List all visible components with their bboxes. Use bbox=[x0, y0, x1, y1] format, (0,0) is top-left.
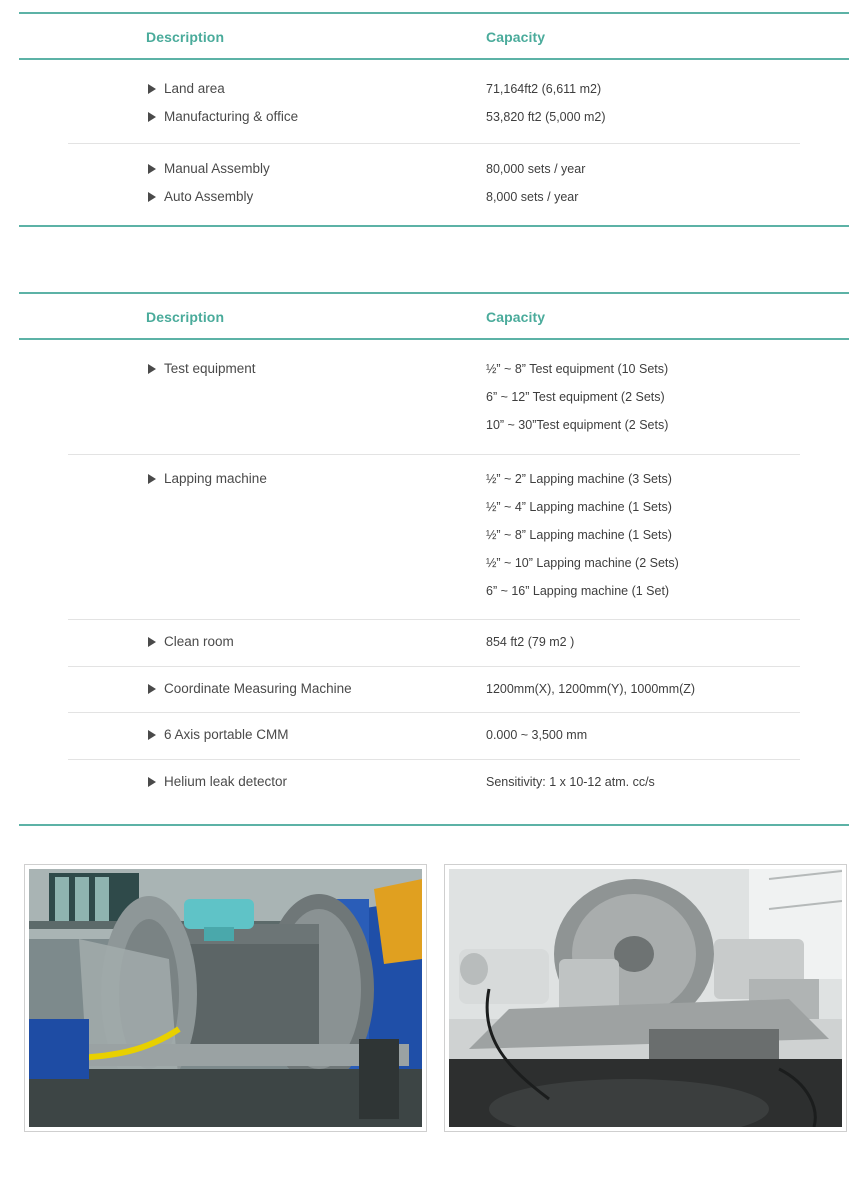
table-bottom-rule bbox=[19, 225, 849, 227]
bullet-triangle-icon bbox=[148, 777, 156, 787]
bullet-triangle-icon bbox=[148, 474, 156, 484]
row-separator bbox=[68, 143, 800, 144]
bullet-triangle-icon bbox=[148, 637, 156, 647]
row-label-manufacturing-office: Manufacturing & office bbox=[148, 109, 298, 124]
row-value-lapping-machine-1: ½” ~ 2” Lapping machine (3 Sets) bbox=[486, 472, 672, 486]
bullet-triangle-icon bbox=[148, 164, 156, 174]
row-value-test-equipment-1: ½” ~ 8” Test equipment (10 Sets) bbox=[486, 362, 669, 376]
row-label-helium-leak-detector: Helium leak detector bbox=[148, 774, 287, 789]
bullet-triangle-icon bbox=[148, 112, 156, 122]
row-label-coordinate-measuring-machine: Coordinate Measuring Machine bbox=[148, 681, 352, 696]
table-top-rule bbox=[19, 292, 849, 294]
row-value-test-equipment-2: 6” ~ 12” Test equipment (2 Sets) bbox=[486, 390, 665, 404]
description-header: Description bbox=[146, 309, 225, 325]
row-value-lapping-machine-4: ½” ~ 10” Lapping machine (2 Sets) bbox=[486, 556, 679, 570]
row-separator bbox=[68, 666, 800, 667]
photo-lapping-machine bbox=[444, 864, 847, 1132]
bullet-triangle-icon bbox=[148, 684, 156, 694]
bullet-triangle-icon bbox=[148, 730, 156, 740]
row-separator bbox=[68, 454, 800, 455]
row-value-coordinate-measuring-machine: 1200mm(X), 1200mm(Y), 1000mm(Z) bbox=[486, 682, 696, 696]
table-bottom-rule bbox=[19, 824, 849, 826]
row-value-manufacturing-office: 53,820 ft2 (5,000 m2) bbox=[486, 110, 606, 124]
row-value-manual-assembly: 80,000 sets / year bbox=[486, 162, 586, 176]
capacity-table-2 bbox=[19, 292, 849, 828]
row-label-manual-assembly: Manual Assembly bbox=[148, 161, 270, 176]
row-label-auto-assembly: Auto Assembly bbox=[148, 189, 253, 204]
header-bottom-rule bbox=[19, 58, 849, 60]
header-bottom-rule bbox=[19, 338, 849, 340]
row-separator bbox=[68, 619, 800, 620]
row-value-clean-room: 854 ft2 (79 m2 ) bbox=[486, 635, 575, 649]
bullet-triangle-icon bbox=[148, 84, 156, 94]
row-value-test-equipment-3: 10” ~ 30”Test equipment (2 Sets) bbox=[486, 418, 669, 432]
bullet-triangle-icon bbox=[148, 192, 156, 202]
row-label-test-equipment: Test equipment bbox=[148, 361, 256, 376]
bullet-triangle-icon bbox=[148, 364, 156, 374]
table-top-rule bbox=[19, 12, 849, 14]
row-label-lapping-machine: Lapping machine bbox=[148, 471, 267, 486]
row-value-auto-assembly: 8,000 sets / year bbox=[486, 190, 579, 204]
row-value-lapping-machine-5: 6” ~ 16” Lapping machine (1 Set) bbox=[486, 584, 670, 598]
row-value-land-area: 71,164ft2 (6,611 m2) bbox=[486, 82, 602, 96]
description-header: Description bbox=[146, 29, 225, 45]
row-label-clean-room: Clean room bbox=[148, 634, 234, 649]
row-value-lapping-machine-2: ½” ~ 4” Lapping machine (1 Sets) bbox=[486, 500, 672, 514]
row-separator bbox=[68, 759, 800, 760]
valve-test-equipment-icon bbox=[29, 869, 422, 1127]
row-separator bbox=[68, 712, 800, 713]
row-label-6-axis-portable-cmm: 6 Axis portable CMM bbox=[148, 727, 289, 742]
row-value-lapping-machine-3: ½” ~ 8” Lapping machine (1 Sets) bbox=[486, 528, 672, 542]
capacity-header: Capacity bbox=[486, 29, 546, 45]
row-value-6-axis-portable-cmm: 0.000 ~ 3,500 mm bbox=[486, 728, 588, 742]
capacity-header: Capacity bbox=[486, 309, 546, 325]
capacity-table-1 bbox=[19, 12, 849, 230]
lapping-machine-icon bbox=[449, 869, 842, 1127]
row-label-land-area: Land area bbox=[148, 81, 225, 96]
row-value-helium-leak-detector: Sensitivity: 1 x 10-12 atm. cc/s bbox=[486, 775, 655, 789]
photo-valve-test-equipment bbox=[24, 864, 427, 1132]
